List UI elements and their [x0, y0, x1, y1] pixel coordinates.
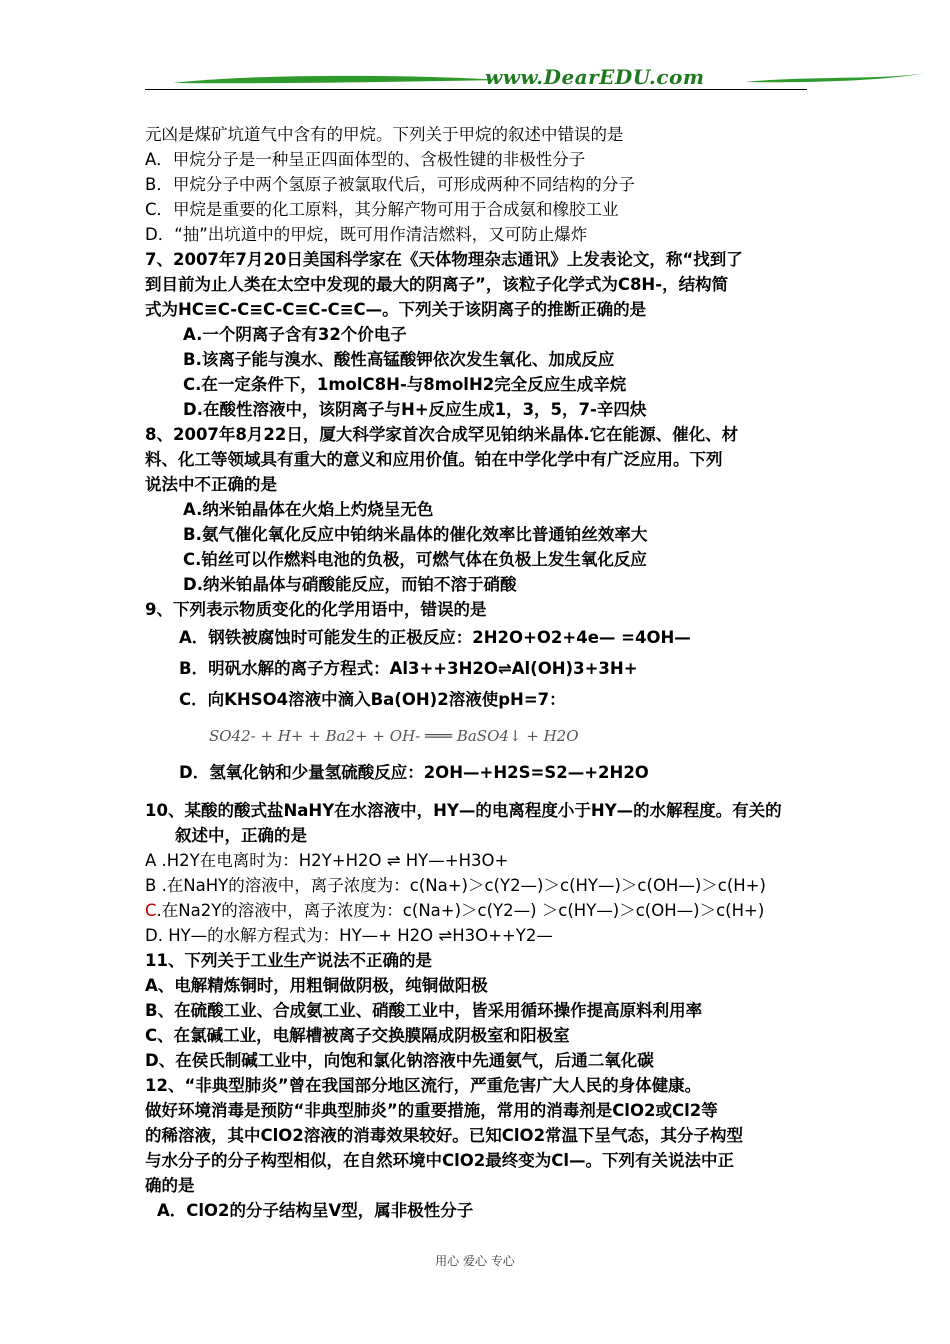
question-8-line-3: 说法中不正确的是 — [145, 475, 277, 494]
question-7-line-3: 式为HC≡C-C≡C-C≡C-C≡C—。下列关于该阴离子的推断正确的是 — [145, 300, 647, 319]
spacer — [145, 788, 815, 798]
question-12-line-1: 12、“非典型肺炎”曾在我国部分地区流行，严重危害广大人民的身体健康。 — [145, 1076, 702, 1095]
option-a: A.一个阴离子含有32个价电子 — [183, 325, 407, 344]
question-10-line-1: 10、某酸的酸式盐NaHY在水溶液中，HY—的电离程度小于HY—的水解程度。有关的 — [145, 801, 782, 820]
option-b: B.该离子能与溴水、酸性高锰酸钾依次发生氧化、加成反应 — [183, 350, 615, 369]
option-a: A .H2Y在电离时为：H2Y+H2O ⇌ HY—+H3O+ — [145, 851, 509, 870]
green-swoosh-left-icon — [173, 74, 503, 88]
question-12-line-2: 做好环境消毒是预防“非典型肺炎”的重要措施，常用的消毒剂是ClO2或Cl2等 — [145, 1101, 718, 1120]
option-d: D．“抽”出坑道中的甲烷，既可用作清洁燃料，又可防止爆炸 — [145, 225, 588, 244]
option-d: D.在酸性溶液中，该阴离子与H+反应生成1，3，5，7-辛四炔 — [183, 400, 647, 419]
question-10-line-2: 叙述中，正确的是 — [175, 826, 307, 845]
question-12-line-4: 与水分子的分子构型相似，在自然环境中ClO2最终变为Cl—。下列有关说法中正 — [145, 1151, 735, 1170]
question-7-line-2: 到目前为止人类在太空中发现的最大的阴离子”，该粒子化学式为C8H-，结构简 — [145, 275, 729, 294]
option-b: B．甲烷分子中两个氢原子被氯取代后，可形成两种不同结构的分子 — [145, 175, 635, 194]
question-12-line-3: 的稀溶液，其中ClO2溶液的消毒效果较好。已知ClO2常温下呈气态，其分子构型 — [145, 1126, 744, 1145]
question-8-line-2: 料、化工等领域具有重大的意义和应用价值。铂在中学化学中有广泛应用。下列 — [145, 450, 723, 469]
question-9-stem: 9、下列表示物质变化的化学用语中，错误的是 — [145, 600, 487, 619]
option-text: .在Na2Y的溶液中，离子浓度为：c(Na+)＞c(Y2—) ＞c(HY—)＞c(OH—)＞c(H+) — [156, 901, 765, 920]
option-a: A．ClO2的分子结构呈V型，属非极性分子 — [157, 1201, 474, 1220]
option-c: C．向KHSO4溶液中滴入Ba(OH)2溶液使pH=7： — [179, 690, 566, 709]
option-b: B .在NaHY的溶液中，离子浓度为：c(Na+)＞c(Y2—)＞c(HY—)＞c(OH—)＞c(H+) — [145, 876, 766, 895]
equation-formula: SO42- + H+ + Ba2+ + OH- ═══ BaSO4↓ + H2O — [209, 727, 579, 745]
option-c: C.铂丝可以作燃料电池的负极，可燃气体在负极上发生氧化反应 — [183, 550, 647, 569]
question-11-stem: 11、下列关于工业生产说法不正确的是 — [145, 951, 432, 970]
header-rule — [145, 89, 807, 90]
option-b: B.氨气催化氧化反应中铂纳米晶体的催化效率比普通铂丝效率大 — [183, 525, 648, 544]
question-12-line-5: 确的是 — [145, 1176, 195, 1195]
site-logo: www.DearEDU.com — [485, 65, 705, 89]
option-c — [145, 898, 815, 923]
option-a: A.纳米铂晶体在火焰上灼烧呈无色 — [183, 500, 434, 519]
option-d: D. HY—的水解方程式为：HY—+ H2O ⇌H3O++Y2— — [145, 926, 553, 945]
option-d: D、在侯氏制碱工业中，向饱和氯化钠溶液中先通氨气，后通二氧化碳 — [145, 1051, 654, 1070]
option-b: B、在硫酸工业、合成氨工业、硝酸工业中，皆采用循环操作提高原料利用率 — [145, 1001, 703, 1020]
option-c: C.在一定条件下，1molC8H-与8molH2完全反应生成辛烷 — [183, 375, 627, 394]
option-letter: C — [145, 901, 157, 920]
option-c: C．甲烷是重要的化工原料，其分解产物可用于合成氨和橡胶工业 — [145, 200, 619, 219]
page-footer: 用心 爱心 专心 — [435, 1254, 515, 1268]
option-c: C、在氯碱工业，电解槽被离子交换膜隔成阴极室和阳极室 — [145, 1026, 570, 1045]
text-line: 元凶是煤矿坑道气中含有的甲烷。下列关于甲烷的叙述中错误的是 — [145, 125, 624, 144]
question-8-line-1: 8、2007年8月22日，厦大科学家首次合成罕见铂纳米晶体.它在能源、催化、材 — [145, 425, 739, 444]
question-7-line-1: 7、2007年7月20日美国科学家在《天体物理杂志通讯》上发表论文，称“找到了 — [145, 250, 743, 269]
green-swoosh-right-icon — [745, 73, 925, 87]
document-body — [145, 122, 815, 1223]
option-d: D.纳米铂晶体与硝酸能反应，而铂不溶于硝酸 — [183, 575, 517, 594]
option-b: B．明矾水解的离子方程式：Al3++3H2O⇌Al(OH)3+3H+ — [179, 659, 638, 678]
option-d: D．氢氧化钠和少量氢硫酸反应：2OH—+H2S=S2—+2H2O — [179, 763, 649, 782]
page-header — [145, 62, 807, 94]
option-a: A．甲烷分子是一种呈正四面体型的、含极性键的非极性分子 — [145, 150, 586, 169]
option-a: A．钢铁被腐蚀时可能发生的正极反应：2H2O+O2+4e— =4OH— — [179, 628, 691, 647]
option-a: A、电解精炼铜时，用粗铜做阴极，纯铜做阳极 — [145, 976, 488, 995]
